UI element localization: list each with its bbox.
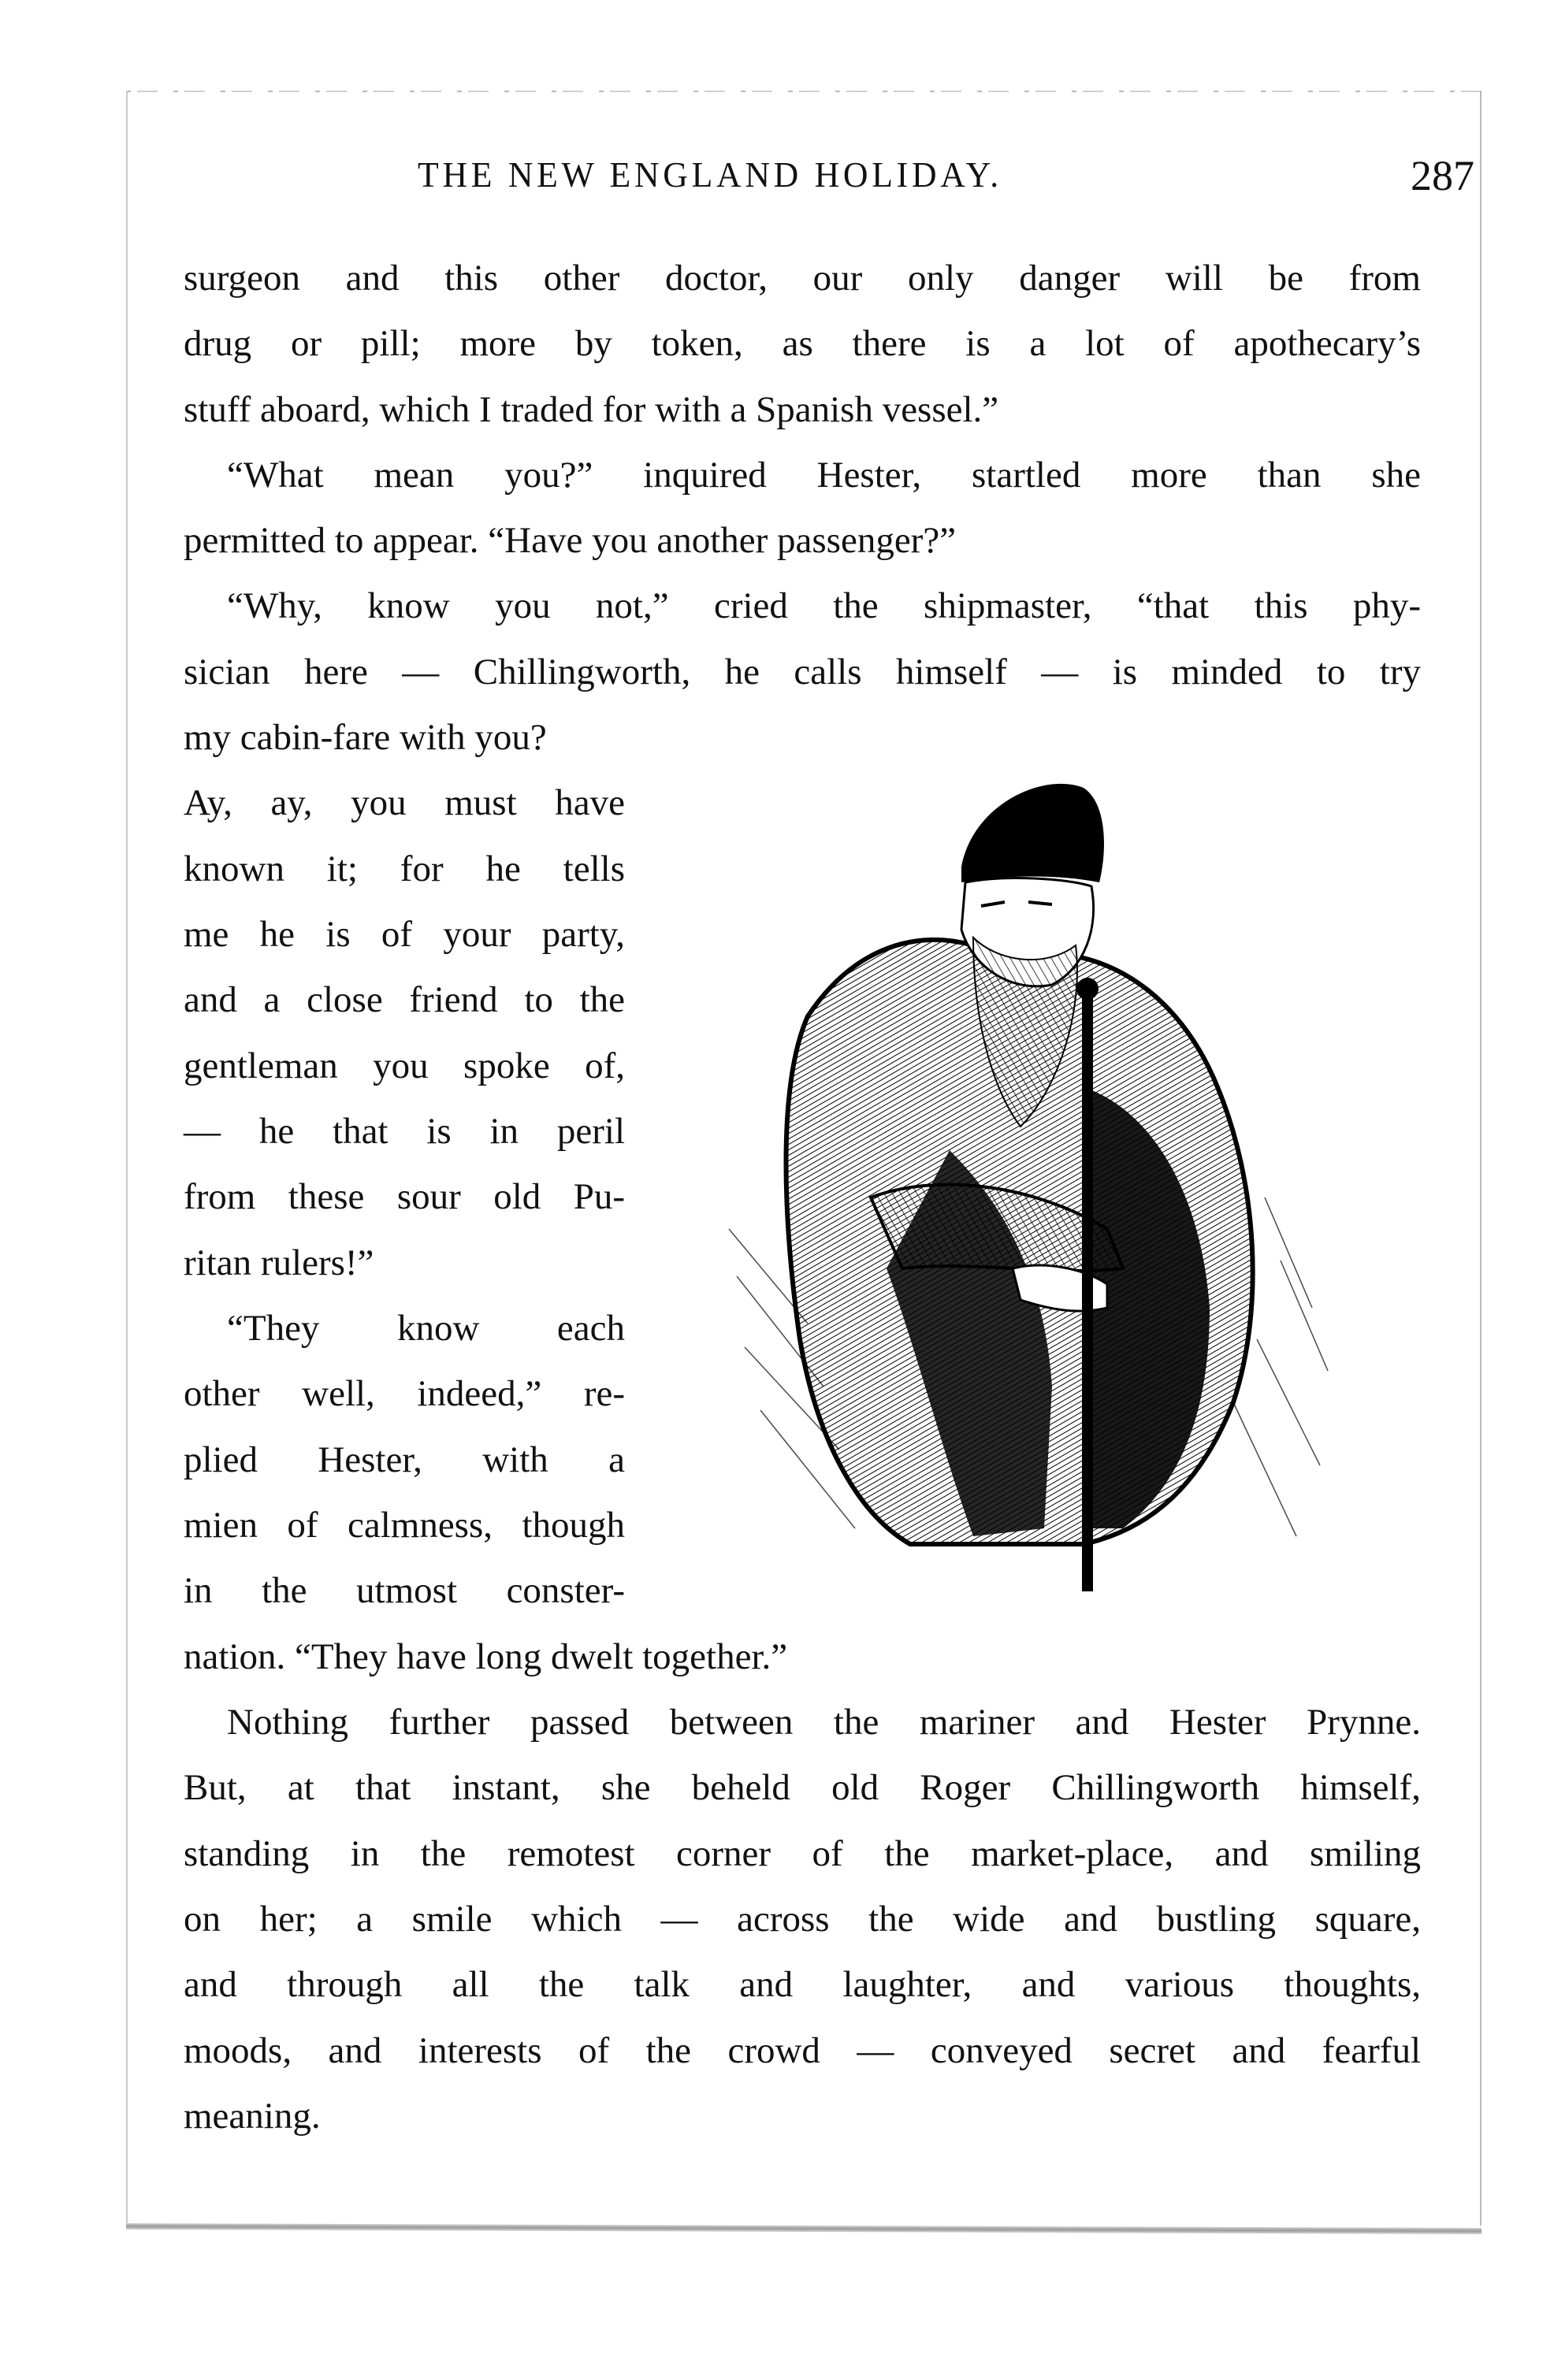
text-line: But, at that instant, she beheld old Roger Chillingworth himself, xyxy=(184,1767,1421,1808)
page-border-left xyxy=(126,91,128,2226)
text-line: and through all the talk and laughter, and various thoughts, xyxy=(184,1964,1421,2005)
text-line: — he that is in peril xyxy=(184,1111,625,1152)
page-number: 287 xyxy=(1411,152,1474,199)
text-line: ritan rulers!” xyxy=(184,1242,374,1283)
text-line: mien of calmness, though xyxy=(184,1505,625,1546)
text-line: known it; for he tells xyxy=(184,848,625,889)
page-border-right xyxy=(1480,91,1482,2226)
text-line: sician here — Chillingworth, he calls himself — is minded to try xyxy=(184,652,1421,692)
engraving-illustration xyxy=(713,756,1336,1607)
text-line: “They know each xyxy=(227,1308,625,1349)
text-line: Ay, ay, you must have xyxy=(184,782,625,823)
text-line: my cabin-fare with you? xyxy=(184,717,547,758)
text-line: standing in the remotest corner of the market-place, and smiling xyxy=(184,1833,1421,1874)
running-head: THE NEW ENGLAND HOLIDAY. xyxy=(418,154,1002,195)
staff xyxy=(1082,993,1093,1591)
cap xyxy=(961,784,1104,882)
text-line: meaning. xyxy=(184,2096,321,2137)
text-line: drug or pill; more by token, as there is a lot of apothecary’s xyxy=(184,323,1421,364)
text-line: me he is of your party, xyxy=(184,914,625,955)
text-line: permitted to appear. “Have you another passenger?” xyxy=(184,520,957,561)
text-line: from these sour old Pu- xyxy=(184,1176,625,1217)
text-line: plied Hester, with a xyxy=(184,1439,625,1480)
text-line: moods, and interests of the crowd — conveyed secret and fearful xyxy=(184,2030,1421,2071)
text-line: surgeon and this other doctor, our only danger will be from xyxy=(184,258,1421,299)
text-line: stuff aboard, which I traded for with a Spanish vessel.” xyxy=(184,389,999,430)
text-line: nation. “They have long dwelt together.” xyxy=(184,1636,788,1677)
page-border-top xyxy=(126,91,1482,92)
text-line: on her; a smile which — across the wide and bustling square, xyxy=(184,1899,1421,1940)
page-border-bottom xyxy=(126,2223,1482,2234)
text-line: and a close friend to the xyxy=(184,979,625,1020)
text-line: in the utmost conster- xyxy=(184,1570,625,1611)
text-line: “What mean you?” inquired Hester, startled more than she xyxy=(227,455,1421,496)
text-line: “Why, know you not,” cried the shipmaster, “that this phy- xyxy=(227,585,1421,626)
text-line: other well, indeed,” re- xyxy=(184,1373,625,1414)
text-line: Nothing further passed between the mariner and Hester Prynne. xyxy=(227,1702,1421,1743)
text-line: gentleman you spoke of, xyxy=(184,1045,625,1086)
